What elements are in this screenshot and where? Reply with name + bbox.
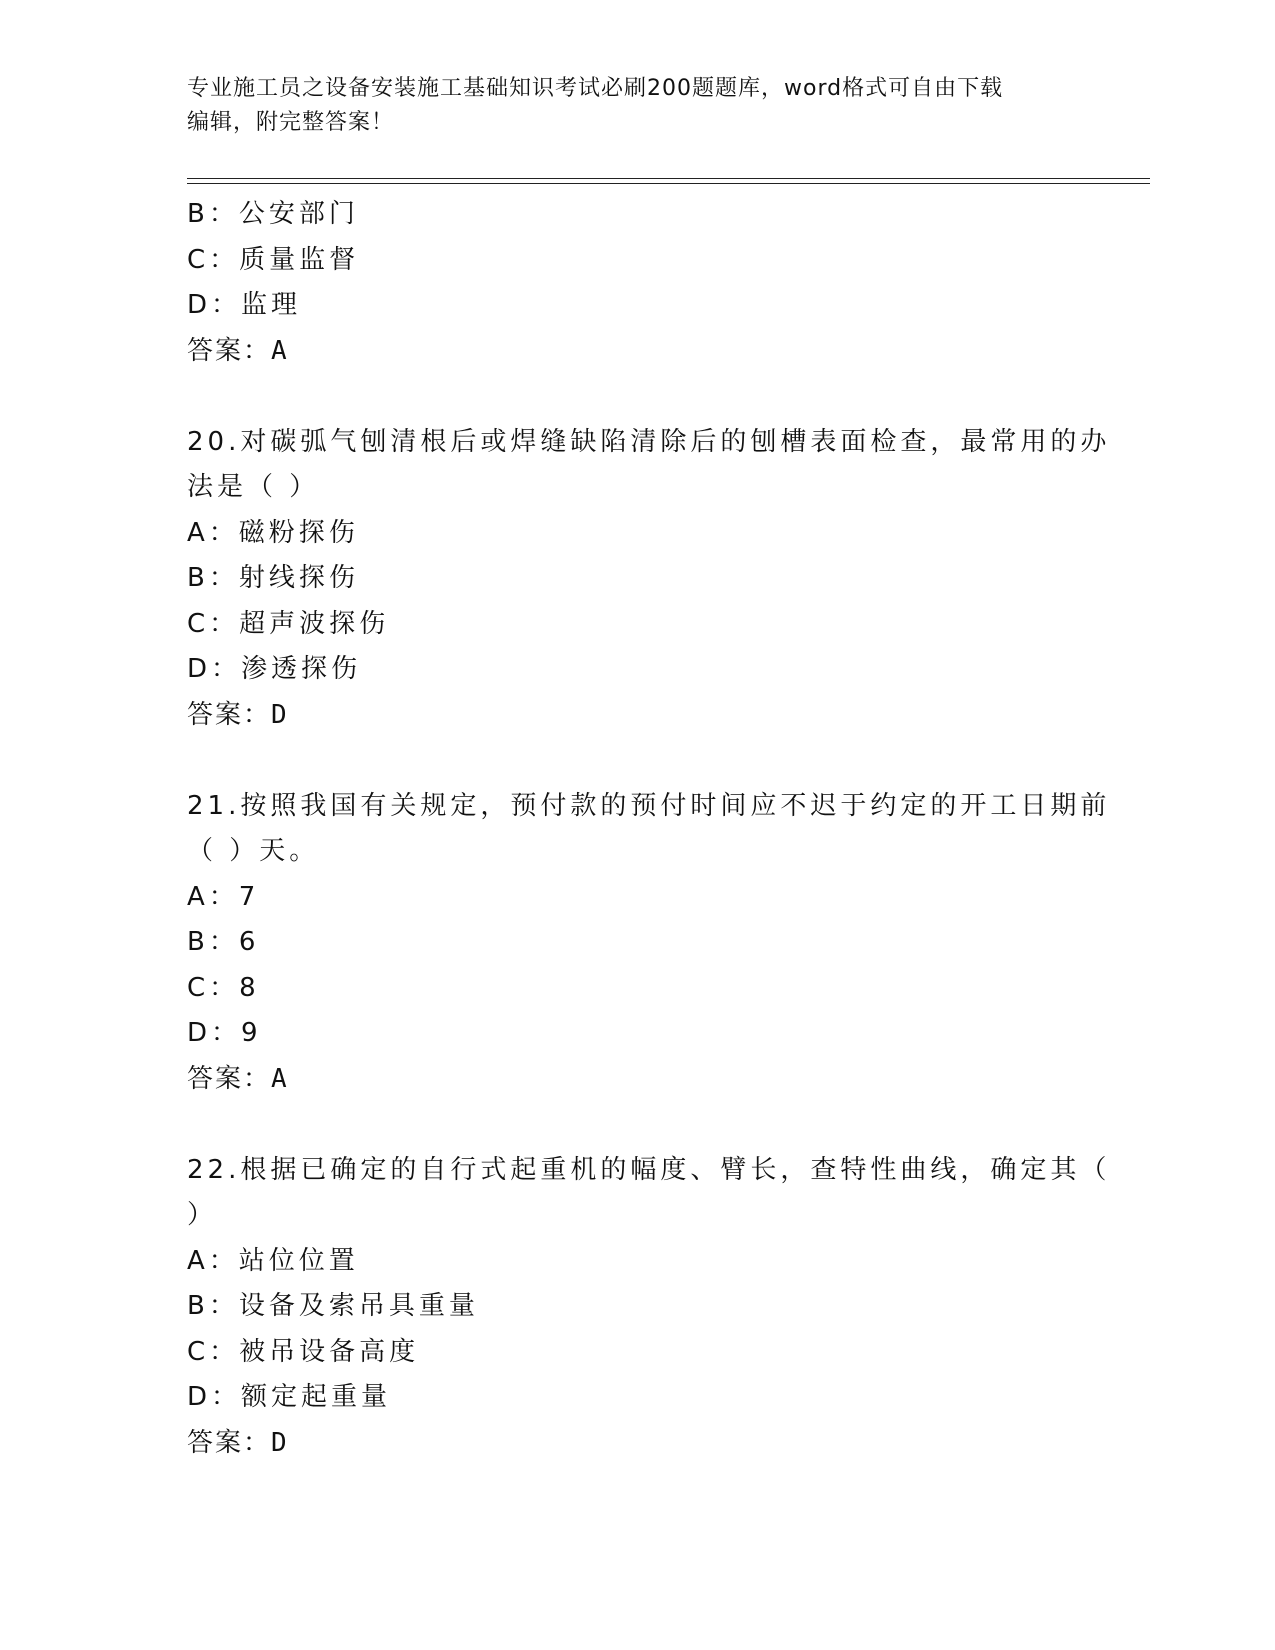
- question-block-21: [187, 784, 1111, 1103]
- question-list: [187, 192, 1111, 1466]
- answer-label: 答案：: [187, 1063, 272, 1094]
- option-c: C：8: [187, 972, 260, 1003]
- answer-label: 答案：: [187, 1427, 272, 1458]
- option-c: C：超声波探伤: [187, 608, 390, 639]
- option-c: C：质量监督: [187, 244, 360, 275]
- question-text-line-2: ）: [187, 1200, 218, 1230]
- question-text-line-2: （ ）天。: [187, 836, 320, 866]
- answer-value: D: [271, 1427, 288, 1458]
- option-b: B：设备及索吊具重量: [187, 1291, 479, 1321]
- header-rule-top: [187, 178, 1150, 179]
- answer-line: [187, 1421, 1087, 1467]
- answer-value: A: [271, 335, 288, 366]
- question-block-20: [187, 420, 1111, 739]
- option-c: C：被吊设备高度: [187, 1336, 420, 1367]
- answer-line: [187, 329, 1087, 375]
- option-b: B：6: [187, 927, 260, 957]
- option-d: D：监理: [187, 290, 302, 320]
- option-a: A：站位位置: [187, 1245, 359, 1276]
- header-line-2: 编辑，附完整答案！: [187, 110, 395, 135]
- question-text-line-2: 法是（ ）: [187, 472, 320, 502]
- question-text-line-1: 20.对碳弧气刨清根后或焊缝缺陷清除后的刨槽表面检查，最常用的办: [187, 426, 1111, 457]
- question-text-line-1: 21.按照我国有关规定，预付款的预付时间应不迟于约定的开工日期前: [187, 790, 1111, 821]
- option-a: A：7: [187, 881, 260, 912]
- header-rule-bottom: [187, 183, 1150, 184]
- option-d: D：渗透探伤: [187, 654, 362, 684]
- question-block-19: [187, 192, 1087, 374]
- answer-line: [187, 1057, 1087, 1103]
- header-line-1: 专业施工员之设备安装施工基础知识考试必刷200题题库，word格式可自由下载: [187, 76, 1004, 101]
- option-d: D：额定起重量: [187, 1382, 392, 1412]
- question-block-22: [187, 1148, 1111, 1467]
- option-a: A：磁粉探伤: [187, 517, 359, 548]
- answer-value: D: [271, 699, 288, 730]
- answer-value: A: [271, 1063, 288, 1094]
- option-d: D：9: [187, 1018, 262, 1048]
- document-header: [187, 72, 1067, 140]
- answer-line: [187, 693, 1087, 739]
- answer-label: 答案：: [187, 699, 272, 730]
- answer-label: 答案：: [187, 335, 272, 366]
- option-b: B：公安部门: [187, 199, 359, 229]
- question-text-line-1: 22.根据已确定的自行式起重机的幅度、臂长，查特性曲线，确定其（: [187, 1154, 1111, 1185]
- option-b: B：射线探伤: [187, 563, 359, 593]
